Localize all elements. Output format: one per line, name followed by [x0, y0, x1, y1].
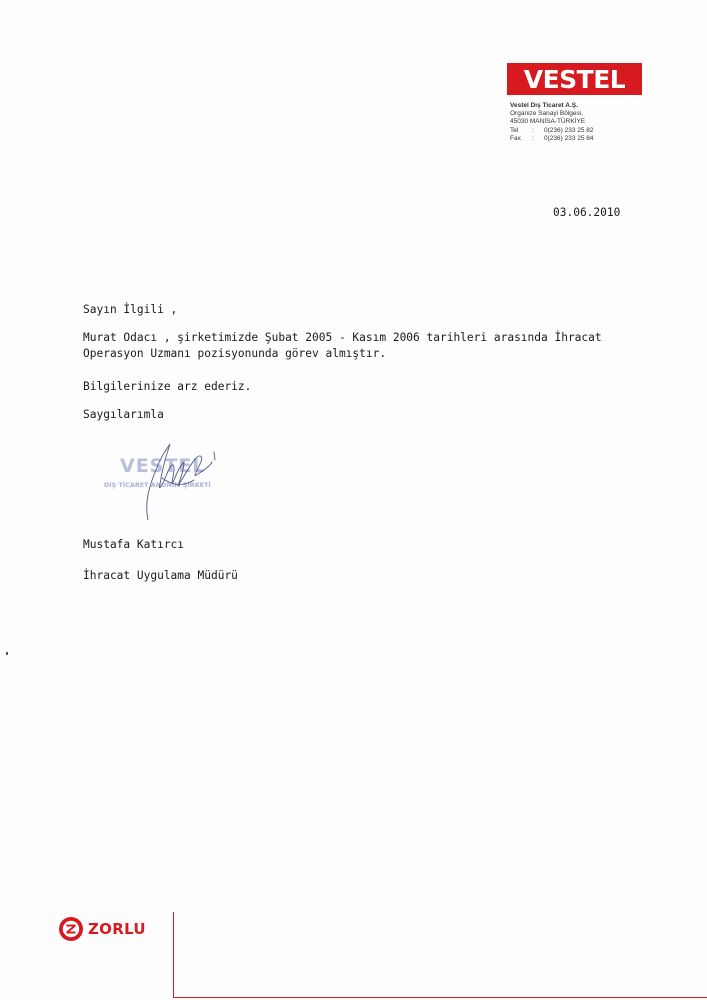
closing: Saygılarımla — [83, 408, 164, 421]
vestel-logo: VESTEL — [507, 63, 642, 95]
company-stamp-signature — [100, 440, 220, 520]
signer-name: Mustafa Katırcı — [83, 538, 185, 551]
fax-row — [510, 135, 594, 143]
scan-speck — [6, 652, 8, 655]
company-address-block — [510, 102, 594, 143]
body-line-1: Murat Odacı , şirketimizde Şubat 2005 - Kasım 2006 tarihleri arasında İhracat — [83, 331, 602, 344]
tel-value: 0(236) 233 25 82 — [544, 126, 594, 134]
body-line-3: Bilgilerinize arz ederiz. — [83, 380, 252, 393]
stamp-line-1: VESTEL — [120, 455, 206, 477]
address-line-1: Organize Sanayi Bölgesi, — [510, 110, 583, 118]
tel-row — [510, 127, 594, 135]
company-name: Vestel Dış Ticaret A.Ş. — [510, 102, 578, 109]
body-line-2: Operasyon Uzmanı pozisyonunda görev almıştır. — [83, 347, 387, 360]
fax-value: 0(236) 233 25 84 — [544, 134, 594, 142]
signature-mark — [214, 452, 215, 460]
stamp-line-2: DIŞ TİCARET ANONİM ŞİRKETİ — [104, 481, 211, 489]
salutation: Sayın İlgili , — [83, 303, 178, 316]
zorlu-brand-text: ZORLU — [88, 920, 146, 938]
footer-vertical-rule — [173, 912, 174, 998]
tel-label: Tel — [510, 126, 519, 134]
tel-separator: : — [532, 126, 534, 134]
signer-title: İhracat Uygulama Müdürü — [83, 569, 238, 582]
fax-separator: : — [532, 134, 534, 142]
fax-label: Fax — [510, 134, 521, 142]
zorlu-z-icon — [58, 916, 84, 942]
letter-date: 03.06.2010 — [553, 206, 621, 219]
zorlu-logo — [58, 916, 146, 942]
footer-horizontal-rule — [173, 997, 707, 998]
address-line-2: 45030 MANİSA-TÜRKİYE — [510, 118, 586, 126]
